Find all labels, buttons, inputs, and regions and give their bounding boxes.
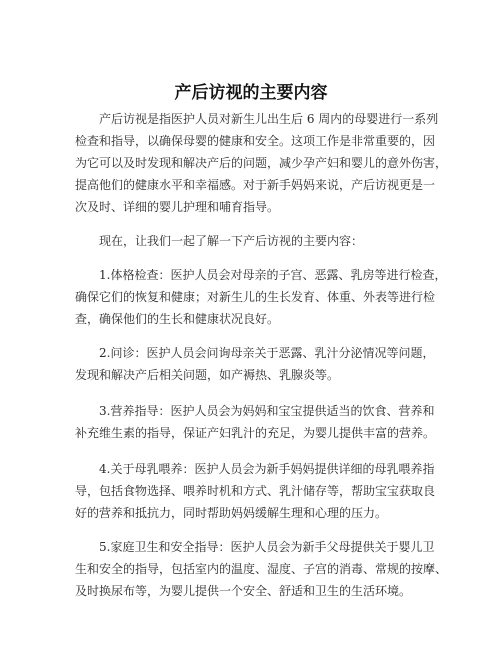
paragraph-line: 提高他们的健康水平和幸福感。对于新手妈妈来说，产后访视更是一 [75,178,436,192]
paragraph-item-3 [75,400,465,444]
paragraph-line: 及时换尿布等，为婴儿提供一个安全、舒适和卫生的生活环境。 [75,584,412,598]
paragraph-line: 现在，让我们一起了解一下产后访视的主要内容： [99,234,364,248]
paragraph-lead-in [75,230,465,252]
paragraph-item-2 [75,342,465,386]
paragraph-intro [75,108,465,218]
paragraph-line: 次及时、详细的婴儿护理和哺育指导。 [75,200,280,214]
paragraph-line: 2.问诊：医护人员会问询母亲关于恶露、乳汁分泌情况等问题， [99,346,435,360]
paragraph-line: 检查和指导，以确保母婴的健康和安全。这项工作是非常重要的，因 [75,134,436,148]
paragraph-line: 好的营养和抵抗力，同时帮助妈妈缓解生理和心理的压力。 [75,506,388,520]
paragraph-line: 补充维生素的指导，保证产妇乳汁的充足，为婴儿提供丰富的营养。 [75,426,436,440]
paragraph-line: 导，包括食物选择、喂养时机和方式、乳汁储存等，帮助宝宝获取良 [75,484,436,498]
paragraph-line: 查，确保他们的生长和健康状况良好。 [75,312,280,326]
paragraph-line: 1.体格检查：医护人员会对母亲的子宫、恶露、乳房等进行检查， [99,268,447,282]
paragraph-item-4 [75,458,465,524]
paragraph-line: 确保它们的恢复和健康；对新生儿的生长发育、体重、外表等进行检 [75,290,436,304]
paragraph-line: 4.关于母乳喂养：医护人员会为新手妈妈提供详细的母乳喂养指 [99,462,435,476]
paragraph-line: 生和安全的指导，包括室内的温度、湿度、子宫的消毒、常规的按摩、 [75,562,448,576]
paragraph-line: 为它可以及时发现和解决产后的问题，减少孕产妇和婴儿的意外伤害， [75,156,448,170]
paragraph-line: 5.家庭卫生和安全指导：医护人员会为新手父母提供关于婴儿卫 [99,540,435,554]
paragraph-line: 产后访视是指医护人员对新生儿出生后 6 周内的母婴进行一系列 [99,112,439,126]
paragraph-line: 发现和解决产后相关问题，如产褥热、乳腺炎等。 [75,368,340,382]
page-title: 产后访视的主要内容 [174,83,328,103]
paragraph-line: 3.营养指导：医护人员会为妈妈和宝宝提供适当的饮食、营养和 [99,404,435,418]
paragraph-item-1 [75,264,465,330]
paragraph-item-5 [75,536,465,602]
